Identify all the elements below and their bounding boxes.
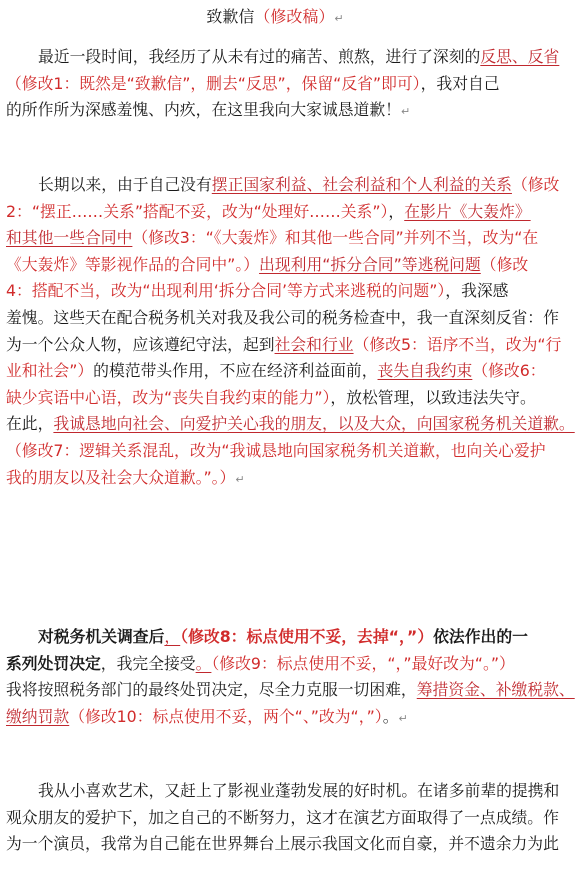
text-run: ，我完全接受 [100, 653, 196, 673]
marked-text: 摆正国家利益、社会利益和个人利益的关系 [211, 175, 512, 194]
text-run: ，我深感 [445, 281, 509, 301]
revision-note: 业和社会”） [6, 361, 94, 381]
text-run: ， [388, 201, 405, 221]
revision-note: （修改10：标点使用不妥，两个“、”改为“，”） [69, 706, 383, 726]
text-line [6, 677, 575, 704]
text-run: 。 [382, 706, 399, 726]
revision-note: （修改8：标点使用不妥，去掉“，”） [180, 627, 434, 646]
paragraph-mark-icon: ↵ [400, 105, 411, 119]
document-title [0, 2, 550, 32]
marked-text: 。 [195, 653, 212, 673]
text-line [6, 624, 546, 651]
paragraph [6, 44, 560, 124]
marked-text: ， [164, 627, 181, 646]
text-run: 依法作出的一 [433, 627, 528, 646]
revision-note: （修改7：逻辑关系混乱，改为“我诚恳地向国家税务机关道歉，也向关心爱护 [6, 440, 546, 460]
text-line [6, 465, 546, 492]
text-line [6, 199, 546, 226]
revision-note: （修改9：标点使用不妥，“，”最好改为“。”） [211, 653, 515, 673]
paragraph-mark-icon: ↵ [235, 472, 245, 486]
revision-note: 我的朋友以及社会大众道歉。”。） [6, 467, 236, 487]
text-line [6, 805, 559, 832]
text-line [6, 358, 546, 385]
marked-text: 丧失自我约束 [377, 361, 473, 381]
text-line [6, 438, 546, 465]
text-line [6, 704, 546, 731]
text-run: 我将按照税务部门的最终处罚决定，尽全力克服一切困难， [6, 680, 417, 700]
text-run: 我从小喜欢艺术，又赶上了影视业蓬勃发展的好时机。在诸多前辈的提携和 [38, 781, 560, 800]
marked-text: 在影片《大轰炸》 [404, 201, 531, 221]
text-run: 为一个公众人物，应该遵纪守法，起到 [6, 334, 275, 354]
revision-note: 4：搭配不当，改为“出现利用‘拆分合同’等方式来逃税的问题”） [6, 281, 446, 301]
marked-text: 和其他一些合同中 [6, 228, 133, 248]
text-line [6, 44, 560, 71]
text-line [6, 97, 546, 124]
text-run: ，我对自己 [420, 73, 500, 93]
text-run: 长期以来，由于自己没有 [38, 175, 212, 194]
paragraph [6, 172, 575, 491]
text-run: 观众朋友的爱护下，加之自己的不断努力，这才在演艺方面取得了一点成绩。作 [6, 807, 559, 827]
marked-text: 我诚恳地向社会、向爱护关心我的朋友，以及大众，向国家税务机关道歉。 [53, 414, 575, 434]
revision-note: （修改3：“《大轰炸》和其他一些合同”并列不当，改为“在 [132, 228, 539, 248]
revision-note: （修改5：语序不当，改为“行 [353, 334, 562, 354]
marked-text: 反思、反省 [480, 47, 560, 66]
text-line [6, 332, 562, 359]
text-run: 羞愧。这些天在配合税务机关对我及我公司的税务检查中，我一直深刻反省：作 [6, 307, 559, 327]
marked-text: 出现利用“拆分合同”等逃税问题 [259, 254, 481, 274]
paragraph-mark-icon: ↵ [334, 12, 344, 25]
title-main: 致歉信 [206, 7, 255, 26]
text-run: ，放松管理，以致违法失守。 [330, 387, 536, 407]
text-line [6, 71, 546, 98]
marked-text: 筹措资金、补缴税款、 [416, 680, 575, 700]
text-run: 的所作所为深感羞愧、内疚，在这里我向大家诚恳道歉！ [6, 100, 401, 120]
revision-note: 《大轰炸》等影视作品的合同中”。） [6, 254, 260, 274]
text-run: 的模范带头作用，不应在经济利益面前， [93, 361, 378, 381]
paragraph [6, 624, 575, 730]
text-run: 对税务机关调查后 [38, 627, 165, 646]
text-line [6, 305, 559, 332]
revision-note: （修改 [480, 254, 529, 274]
text-line [6, 172, 560, 199]
text-line [6, 651, 546, 678]
revision-note: 2：“摆正……关系”搭配不妥，改为“处理好……关系”） [6, 201, 389, 221]
text-run: 在此， [6, 414, 54, 434]
marked-text: 社会和行业 [274, 334, 354, 354]
text-line [6, 831, 559, 858]
revision-note: （修改 [511, 175, 560, 194]
text-line [6, 411, 575, 438]
title-note: （修改稿） [254, 7, 335, 26]
text-line [6, 778, 560, 805]
text-run: 最近一段时间，我经历了从未有过的痛苦、煎熬，进行了深刻的 [38, 47, 481, 66]
text-line [6, 278, 546, 305]
text-run: 为一个演员，我常为自己能在世界舞台上展示我国文化而自豪，并不遗余力为此 [6, 834, 559, 854]
revision-note: 缺少宾语中心语，改为“丧失自我约束的能力”） [6, 387, 331, 407]
text-line [6, 225, 546, 252]
text-line [6, 385, 546, 412]
text-line [6, 252, 546, 279]
text-run: 系列处罚决定 [6, 653, 101, 673]
marked-text: 缴纳罚款 [6, 706, 70, 726]
paragraph-mark-icon: ↵ [398, 711, 408, 725]
paragraph [6, 778, 560, 858]
revision-note: （修改6： [472, 361, 546, 381]
revision-note: （修改1：既然是“致歉信”，删去“反思”，保留“反省”即可） [6, 73, 421, 93]
